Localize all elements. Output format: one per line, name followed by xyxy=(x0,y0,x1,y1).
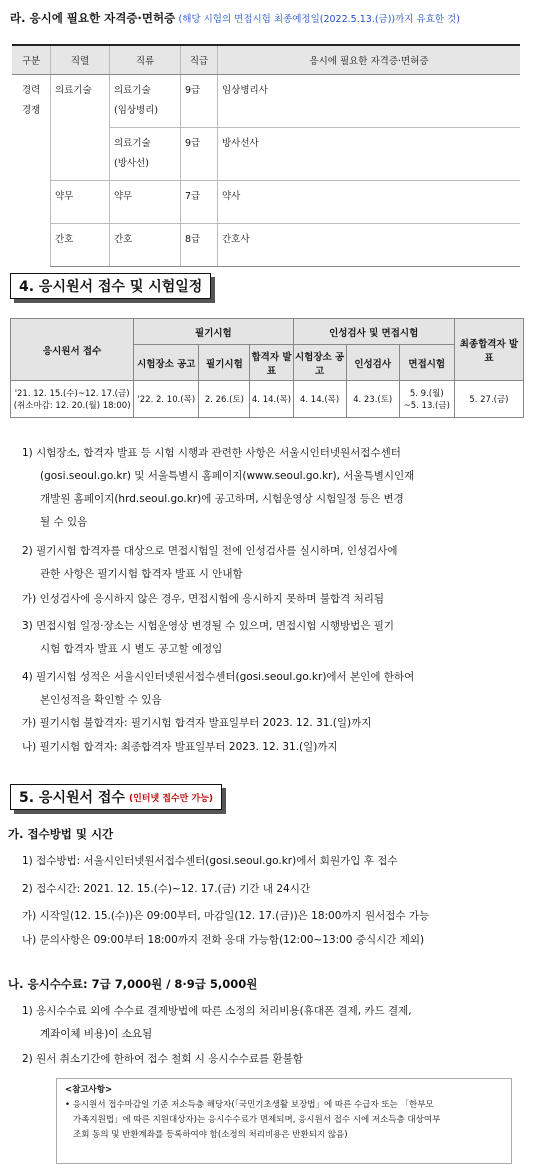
note-item xyxy=(22,666,512,712)
grade-cell: 9급 xyxy=(181,75,218,128)
type-cell xyxy=(110,75,181,128)
th-sub: 시험장소 공고 xyxy=(134,345,199,381)
schedule-value: 2. 26.(토) xyxy=(199,381,250,418)
note-line: (gosi.seoul.go.kr) 및 서울특별시 홈페이지(www.seoul.go.kr), 서울특별시인재 xyxy=(40,470,415,482)
th-sub: 면접시험 xyxy=(399,345,454,381)
schedule-value: '22. 2. 10.(목) xyxy=(134,381,199,418)
th-license: 응시에 필요한 자격증·면허증 xyxy=(218,45,521,75)
note-item xyxy=(22,442,512,534)
schedule-table xyxy=(10,318,524,418)
schedule-data-row xyxy=(11,381,524,418)
section-ra-heading xyxy=(10,10,460,26)
note-line: 1) 시험장소, 합격자 발표 등 시험 시행과 관련한 사항은 서울시인터넷원서접수센터 xyxy=(22,447,401,459)
th-sub: 필기시험 xyxy=(199,345,250,381)
ga-item: 1) 접수방법: 서울시인터넷원서접수센터(gosi.seoul.go.kr)에서 회원가입 후 접수 xyxy=(22,855,398,867)
license-cell: 임상병리사 xyxy=(218,75,521,128)
th-application: 응시원서 접수 xyxy=(11,319,134,381)
notice-box xyxy=(56,1078,512,1164)
note-line: 4) 필기시험 성적은 서울시인터넷원서접수센터(gosi.seoul.go.kr)에서 본인에 한하여 xyxy=(22,671,415,683)
ga-item: 가) 시작일(12. 15.(수))은 09:00부터, 마감일(12. 17.(금))은 18:00까지 원서접수 가능 xyxy=(22,910,430,922)
th-sub: 합격자 발표 xyxy=(250,345,293,381)
sub-na-title: 나. 응시수수료: 7급 7,000원 / 8·9급 5,000원 xyxy=(8,977,258,991)
table-row xyxy=(12,181,520,224)
table-row xyxy=(12,75,520,128)
notice-title: <참고사항> xyxy=(65,1085,113,1095)
schedule-value: 4. 23.(토) xyxy=(346,381,399,418)
type-line: 의료기술 xyxy=(114,85,151,96)
section-ra-note: (해당 시험의 면접시험 최종예정일(2022.5.13.(금))까지 유효한 것) xyxy=(178,14,460,25)
note-line: 개발원 홈페이지(hrd.seoul.go.kr)에 공고하며, 시험운영상 시험일정 등은 변경 xyxy=(40,493,404,505)
series-cell: 의료기술 xyxy=(51,75,110,181)
notice-line: 조회 동의 및 반환계좌를 등록하여야 함(소정의 처리비용은 반환되지 않음) xyxy=(73,1130,348,1140)
note-line: 시험 합격자 발표 시 별도 공고할 예정임 xyxy=(40,643,223,655)
type-cell: 간호 xyxy=(110,224,181,267)
category-line: 경쟁 xyxy=(21,105,41,116)
interview-date-cell xyxy=(399,381,454,418)
ga-item: 나) 문의사항은 09:00부터 18:00까지 전화 응대 가능함(12:00~13:00 중식시간 제외) xyxy=(22,934,425,946)
note-line: 될 수 있음 xyxy=(40,516,88,528)
ga-item: 2) 접수시간: 2021. 12. 15.(수)~12. 17.(금) 기간 내 24시간 xyxy=(22,883,310,895)
schedule-value: 5. 9.(월) xyxy=(409,389,444,399)
table-row xyxy=(12,224,520,267)
th-sub: 시험장소 공고 xyxy=(293,345,346,381)
th-final: 최종합격자 발표 xyxy=(454,319,523,381)
grade-cell: 7급 xyxy=(181,181,218,224)
license-cell: 방사선사 xyxy=(218,128,521,181)
cancel-deadline: (취소마감: 12. 20.(월) 18:00) xyxy=(13,401,131,411)
section4-title: 4. 응시원서 접수 및 시험일정 xyxy=(19,279,203,295)
note-line: 3) 면접시험 일정·장소는 시험운영상 변경될 수 있으며, 면접시험 시행방법은 필기 xyxy=(22,620,395,632)
application-cell xyxy=(11,381,134,418)
type-cell: 약무 xyxy=(110,181,181,224)
section5-title: 5. 응시원서 접수 xyxy=(19,790,125,806)
license-cell: 약사 xyxy=(218,181,521,224)
section4-title-box xyxy=(10,273,211,299)
schedule-value: 4. 14.(목) xyxy=(293,381,346,418)
note-item xyxy=(22,615,512,661)
note-line: 본인성적을 확인할 수 있음 xyxy=(40,694,162,706)
note-item xyxy=(22,540,512,586)
schedule-value: 4. 14.(목) xyxy=(250,381,293,418)
note-subitem: 가) 필기시험 불합격자: 필기시험 합격자 발표일부터 2023. 12. 31.(일)까지 xyxy=(22,717,372,729)
grade-cell: 9급 xyxy=(181,128,218,181)
na-item xyxy=(22,1000,522,1046)
notice-line: 가족지원법」에 따른 지원대상자)는 응시수수료가 면제되며, 응시원서 접수 시에 저소득층 대상여부 xyxy=(73,1115,441,1125)
category-cell xyxy=(12,75,51,267)
note-line: 관한 사항은 필기시험 합격자 발표 시 안내함 xyxy=(40,568,243,580)
th-type: 직류 xyxy=(110,45,181,75)
license-table-header xyxy=(12,45,520,75)
sub-ga-title: 가. 접수방법 및 시간 xyxy=(8,827,114,841)
category-line: 경력 xyxy=(21,85,41,96)
section-ra-title: 라. 응시에 필요한 자격증·면허증 xyxy=(10,11,176,25)
na-item: 2) 원서 취소기간에 한하여 접수 철회 시 응시수수료를 환불함 xyxy=(22,1053,303,1065)
na-line: 계좌이체 비용)이 소요됨 xyxy=(40,1028,153,1040)
type-line: (방사선) xyxy=(114,158,149,169)
license-table xyxy=(12,44,520,267)
th-interview-group: 인성검사 및 면접시험 xyxy=(293,319,454,345)
notice-line: • 응시원서 접수마감일 기준 저소득층 해당자(「국민기초생활 보장법」에 따른 수급자 또는 「한부모 xyxy=(65,1100,434,1110)
series-cell: 약무 xyxy=(51,181,110,224)
schedule-value: 5. 27.(금) xyxy=(454,381,523,418)
th-written-group: 필기시험 xyxy=(134,319,293,345)
type-line: (임상병리) xyxy=(114,105,159,116)
license-cell: 간호사 xyxy=(218,224,521,267)
grade-cell: 8급 xyxy=(181,224,218,267)
series-cell: 간호 xyxy=(51,224,110,267)
note-subitem: 나) 필기시험 합격자: 최종합격자 발표일부터 2023. 12. 31.(일)까지 xyxy=(22,741,338,753)
schedule-value: ~5. 13.(금) xyxy=(403,401,450,411)
th-series: 직렬 xyxy=(51,45,110,75)
schedule-header-row xyxy=(11,319,524,345)
section5-title-box xyxy=(10,784,222,810)
th-category: 구분 xyxy=(12,45,51,75)
section5-note: (인터넷 접수만 가능) xyxy=(128,793,213,804)
th-sub: 인성검사 xyxy=(346,345,399,381)
note-subitem: 가) 인성검사에 응시하지 않은 경우, 면접시험에 응시하지 못하며 불합격 처리됨 xyxy=(22,593,385,605)
note-line: 2) 필기시험 합격자를 대상으로 면접시험일 전에 인성검사를 실시하며, 인성검사에 xyxy=(22,545,398,557)
type-cell xyxy=(110,128,181,181)
th-grade: 직급 xyxy=(181,45,218,75)
application-period: '21. 12. 15.(수)~12. 17.(금) xyxy=(14,389,130,399)
type-line: 의료기술 xyxy=(114,138,151,149)
na-line: 1) 응시수수료 외에 수수료 결제방법에 따른 소정의 처리비용(휴대폰 결제, 카드 결제, xyxy=(22,1005,412,1017)
